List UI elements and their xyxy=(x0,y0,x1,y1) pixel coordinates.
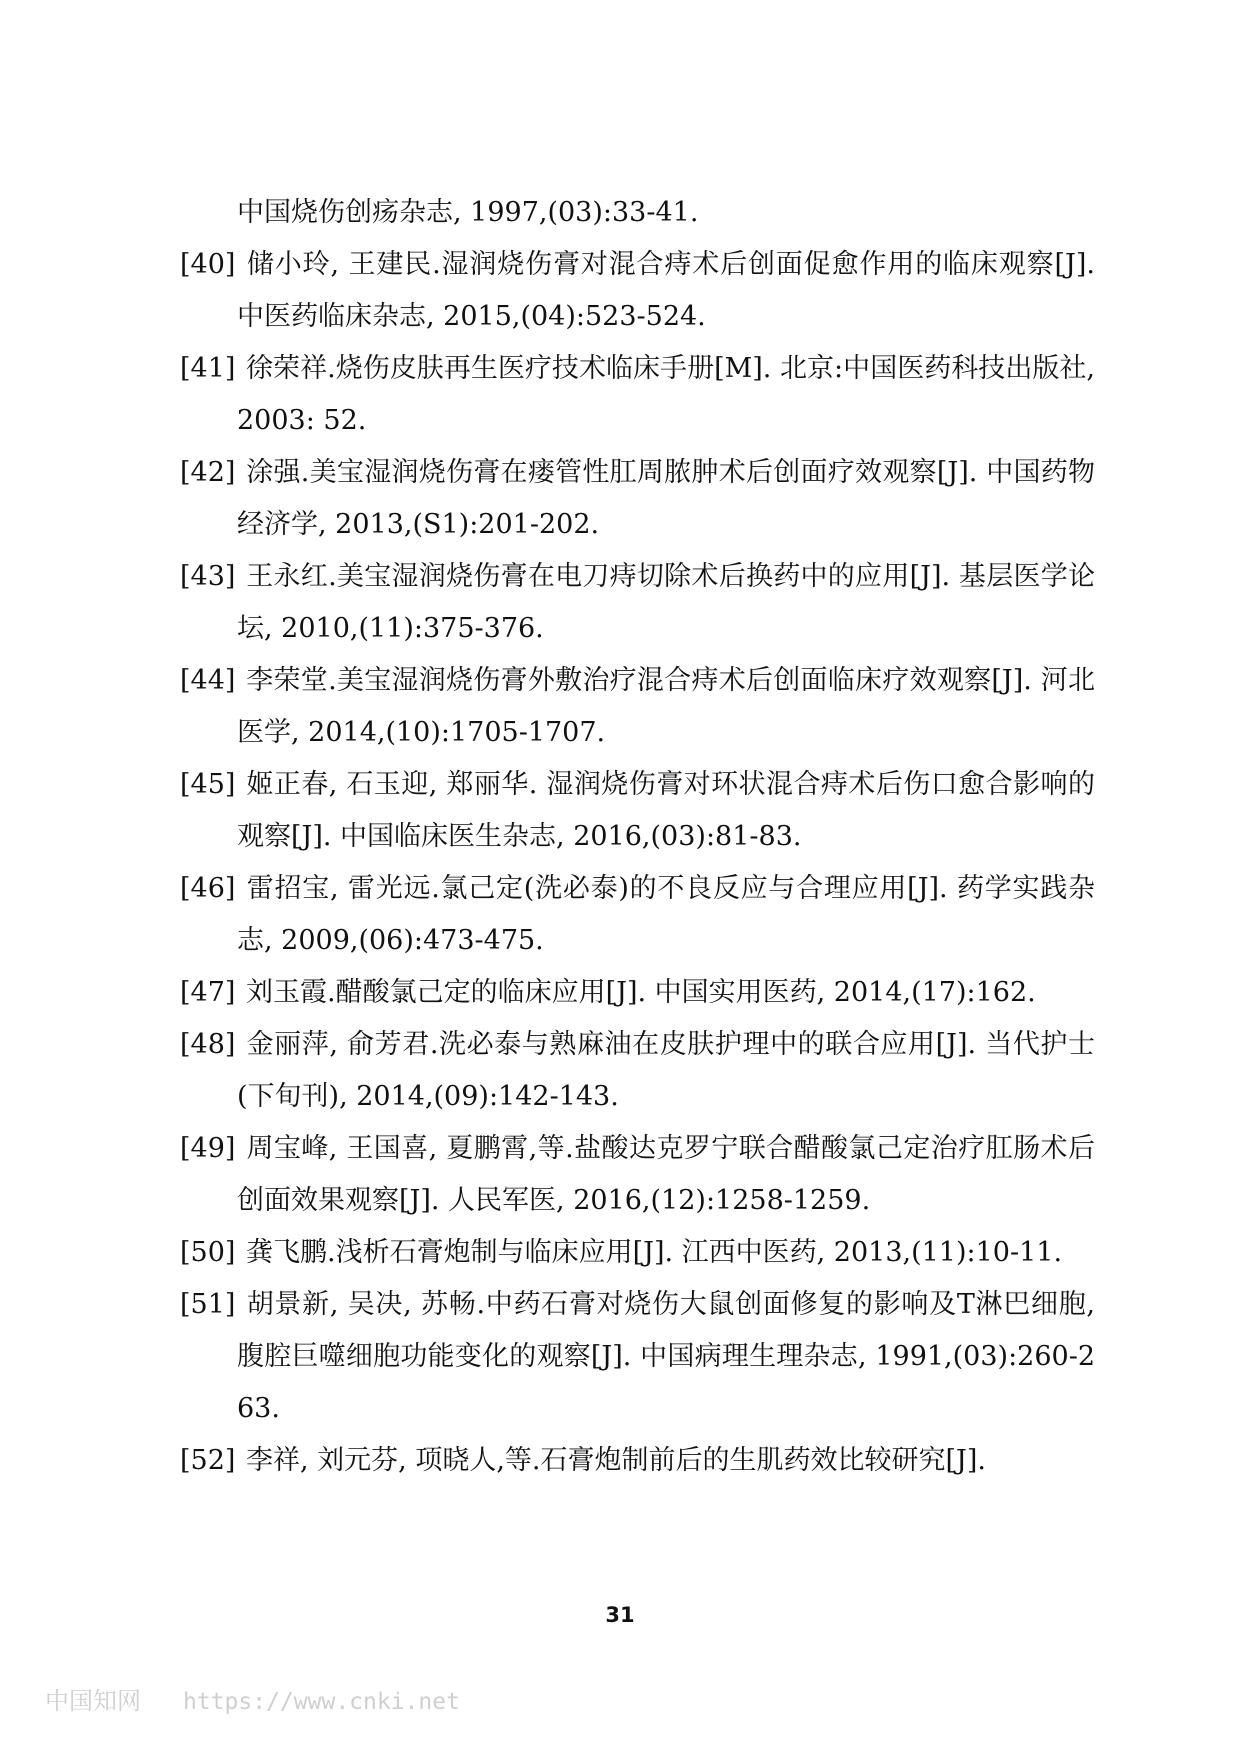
reference-text: 徐荣祥.烧伤皮肤再生医疗技术临床手册[M]. 北京:中国医药科技出版社,2003: 52. xyxy=(237,353,1095,436)
reference-item xyxy=(180,967,1095,1019)
reference-item xyxy=(180,655,1095,759)
reference-list xyxy=(180,187,1095,1487)
reference-number: [46] xyxy=(180,873,236,904)
reference-text: 刘玉霞.醋酸氯己定的临床应用[J]. 中国实用医药, 2014,(17):162. xyxy=(246,977,1036,1008)
reference-number: [47] xyxy=(180,977,236,1008)
reference-item xyxy=(180,1435,1095,1487)
reference-number: [48] xyxy=(180,1029,236,1060)
reference-number: [43] xyxy=(180,561,236,592)
reference-number: [52] xyxy=(180,1445,236,1476)
reference-item xyxy=(180,239,1095,343)
reference-text: 雷招宝, 雷光远.氯己定(洗必泰)的不良反应与合理应用[J]. 药学实践杂志, 2009,(06):473-475. xyxy=(237,873,1095,956)
reference-item xyxy=(180,863,1095,967)
reference-item xyxy=(180,1019,1095,1123)
reference-number: [44] xyxy=(180,665,236,696)
reference-number: [50] xyxy=(180,1237,236,1268)
reference-text: 王永红.美宝湿润烧伤膏在电刀痔切除术后换药中的应用[J]. 基层医学论坛, 2010,(11):375-376. xyxy=(237,561,1095,644)
reference-item xyxy=(180,759,1095,863)
reference-text: 涂强.美宝湿润烧伤膏在瘘管性肛周脓肿术后创面疗效观察[J]. 中国药物经济学, 2013,(S1):201-202. xyxy=(237,457,1095,540)
reference-text: 李祥, 刘元芬, 项晓人,等.石膏炮制前后的生肌药效比较研究[J]. xyxy=(246,1445,986,1476)
reference-number: [40] xyxy=(180,249,236,280)
reference-text: 龚飞鹏.浅析石膏炮制与临床应用[J]. 江西中医药, 2013,(11):10-11. xyxy=(246,1237,1063,1268)
reference-number: [45] xyxy=(180,769,236,800)
reference-item xyxy=(180,447,1095,551)
reference-item xyxy=(180,1279,1095,1435)
reference-text: 储小玲, 王建民.湿润烧伤膏对混合痔术后创面促愈作用的临床观察[J]. 中医药临床杂志, 2015,(04):523-524. xyxy=(237,249,1095,332)
reference-item xyxy=(180,551,1095,655)
cnki-watermark xyxy=(45,1681,460,1716)
reference-text: 姬正春, 石玉迎, 郑丽华. 湿润烧伤膏对环状混合痔术后伤口愈合影响的观察[J]. 中国临床医生杂志, 2016,(03):81-83. xyxy=(237,769,1095,852)
page-number: 31 xyxy=(605,1603,635,1627)
reference-item xyxy=(180,343,1095,447)
reference-text: 胡景新, 吴决, 苏畅.中药石膏对烧伤大鼠创面修复的影响及T淋巴细胞,腹腔巨噬细胞功能变化的观察[J]. 中国病理生理杂志, 1991,(03):260-263. xyxy=(237,1289,1095,1424)
reference-number: [41] xyxy=(180,353,236,384)
reference-text: 周宝峰, 王国喜, 夏鹏霄,等.盐酸达克罗宁联合醋酸氯己定治疗肛肠术后创面效果观察[J]. 人民军医, 2016,(12):1258-1259. xyxy=(237,1133,1095,1216)
watermark-url: https://www.cnki.net xyxy=(183,1689,460,1715)
reference-item xyxy=(180,1227,1095,1279)
reference-item xyxy=(180,1123,1095,1227)
reference-continuation: 中国烧伤创疡杂志, 1997,(03):33-41. xyxy=(237,197,699,228)
reference-number: [51] xyxy=(180,1289,236,1320)
watermark-brand: 中国知网 xyxy=(45,1687,141,1715)
reference-number: [42] xyxy=(180,457,236,488)
reference-text: 李荣堂.美宝湿润烧伤膏外敷治疗混合痔术后创面临床疗效观察[J]. 河北医学, 2014,(10):1705-1707. xyxy=(237,665,1095,748)
reference-text: 金丽萍, 俞芳君.洗必泰与熟麻油在皮肤护理中的联合应用[J]. 当代护士(下旬刊), 2014,(09):142-143. xyxy=(237,1029,1095,1112)
reference-number: [49] xyxy=(180,1133,236,1164)
